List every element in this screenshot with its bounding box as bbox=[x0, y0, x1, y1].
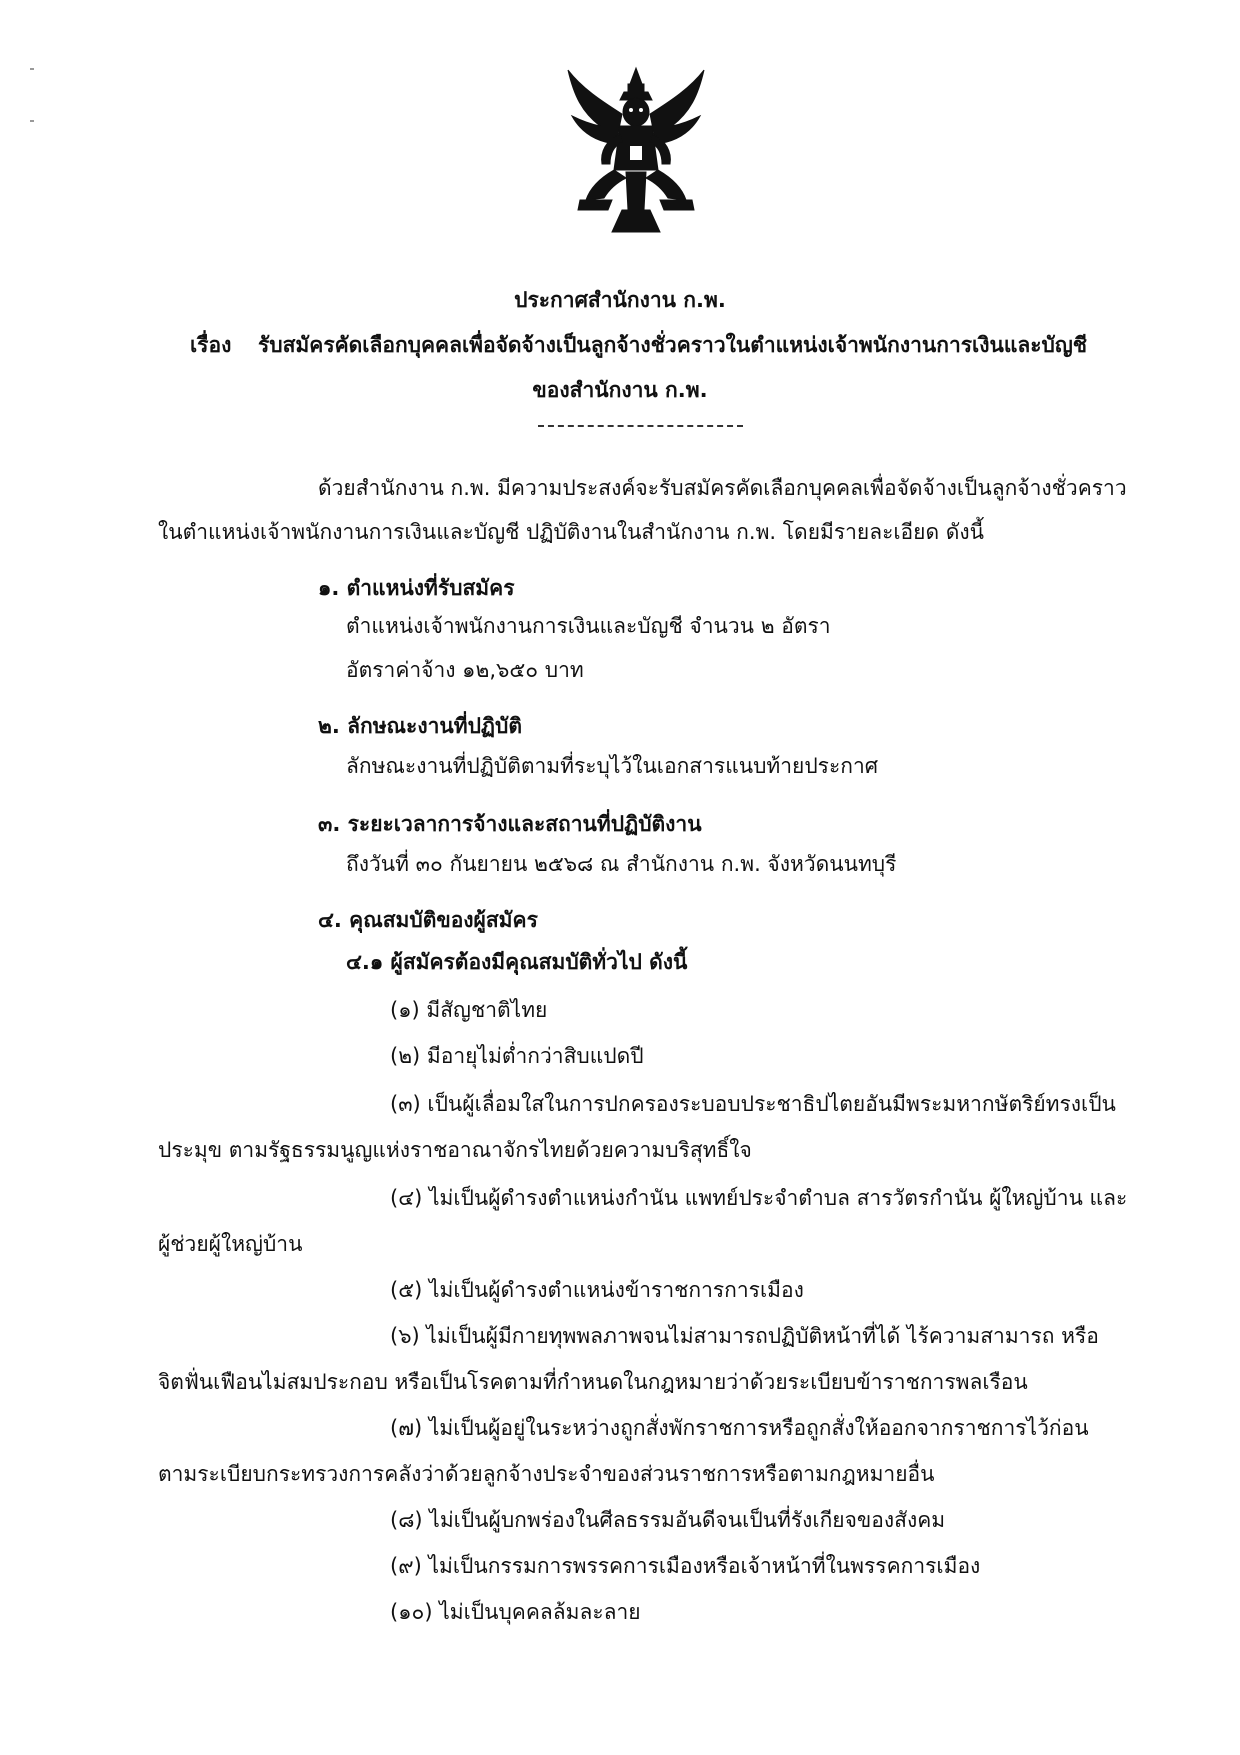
qualification-item: (๘) ไม่เป็นผู้บกพร่องในศีลธรรมอันดีจนเป็นที่รังเกียจของสังคม bbox=[390, 1508, 946, 1532]
subject-label: เรื่อง bbox=[190, 333, 232, 357]
qualification-item: (๓) เป็นผู้เลื่อมใสในการปกครองระบอบประชาธิปไตยอันมีพระมหากษัตริย์ทรงเป็น bbox=[390, 1092, 1116, 1116]
section-1-heading: ๑. ตำแหน่งที่รับสมัคร bbox=[318, 576, 515, 600]
qualification-item: (๑) มีสัญชาติไทย bbox=[390, 998, 548, 1022]
document-title: ประกาศสำนักงาน ก.พ. bbox=[514, 288, 726, 312]
qualification-item: (๔) ไม่เป็นผู้ดำรงตำแหน่งกำนัน แพทย์ประจำตำบล สารวัตรกำนัน ผู้ใหญ่บ้าน และ bbox=[390, 1186, 1128, 1210]
qualification-item-continued: ประมุข ตามรัฐธรรมนูญแห่งราชอาณาจักรไทยด้วยความบริสุทธิ์ใจ bbox=[158, 1138, 752, 1162]
section-4-1-heading: ๔.๑ ผู้สมัครต้องมีคุณสมบัติทั่วไป ดังนี้ bbox=[346, 950, 688, 974]
subject-text: รับสมัครคัดเลือกบุคคลเพื่อจัดจ้างเป็นลูกจ้างชั่วคราวในตำแหน่งเจ้าพนักงานการเงินและบัญชี bbox=[258, 333, 1087, 357]
qualification-item: (๙) ไม่เป็นกรรมการพรรคการเมืองหรือเจ้าหน้าที่ในพรรคการเมือง bbox=[390, 1554, 981, 1578]
section-1-position: ตำแหน่งเจ้าพนักงานการเงินและบัญชี จำนวน ๒ อัตรา bbox=[346, 614, 831, 638]
qualification-item: (๕) ไม่เป็นผู้ดำรงตำแหน่งข้าราชการการเมือง bbox=[390, 1278, 804, 1302]
qualification-item-continued: ผู้ช่วยผู้ใหญ่บ้าน bbox=[158, 1232, 303, 1256]
section-3-text: ถึงวันที่ ๓๐ กันยายน ๒๕๖๘ ณ สำนักงาน ก.พ. จังหวัดนนทบุรี bbox=[346, 852, 897, 876]
subject-line2: ของสำนักงาน ก.พ. bbox=[532, 378, 708, 402]
section-2-heading: ๒. ลักษณะงานที่ปฏิบัติ bbox=[318, 714, 522, 738]
qualification-item: (๗) ไม่เป็นผู้อยู่ในระหว่างถูกสั่งพักราชการหรือถูกสั่งให้ออกจากราชการไว้ก่อน bbox=[390, 1416, 1089, 1440]
section-3-heading: ๓. ระยะเวลาการจ้างและสถานที่ปฏิบัติงาน bbox=[318, 812, 702, 836]
qualification-item-continued: จิตฟั่นเฟือนไม่สมประกอบ หรือเป็นโรคตามที่กำหนดในกฎหมายว่าด้วยระเบียบข้าราชการพลเรือน bbox=[158, 1370, 1028, 1394]
intro-line1: ด้วยสำนักงาน ก.พ. มีความประสงค์จะรับสมัครคัดเลือกบุคคลเพื่อจัดจ้างเป็นลูกจ้างชั่วคราว bbox=[318, 476, 1127, 500]
qualification-item: (๒) มีอายุไม่ต่ำกว่าสิบแปดปี bbox=[390, 1044, 644, 1068]
section-1-salary: อัตราค่าจ้าง ๑๒,๖๕๐ บาท bbox=[346, 658, 584, 682]
qualification-item: (๖) ไม่เป็นผู้มีกายทุพพลภาพจนไม่สามารถปฏิบัติหน้าที่ได้ ไร้ความสามารถ หรือ bbox=[390, 1324, 1099, 1348]
title-divider bbox=[538, 425, 743, 427]
section-4-heading: ๔. คุณสมบัติของผู้สมัคร bbox=[318, 908, 538, 932]
qualification-item-continued: ตามระเบียบกระทรวงการคลังว่าด้วยลูกจ้างประจำของส่วนราชการหรือตามกฎหมายอื่น bbox=[158, 1462, 935, 1486]
scan-mark bbox=[30, 68, 34, 70]
section-2-text: ลักษณะงานที่ปฏิบัติตามที่ระบุไว้ในเอกสารแนบท้ายประกาศ bbox=[346, 754, 879, 778]
intro-line2: ในตำแหน่งเจ้าพนักงานการเงินและบัญชี ปฏิบัติงานในสำนักงาน ก.พ. โดยมีรายละเอียด ดังนี้ bbox=[158, 520, 985, 544]
qualification-item: (๑๐) ไม่เป็นบุคคลล้มละลาย bbox=[390, 1600, 641, 1624]
scan-mark bbox=[30, 120, 34, 122]
garuda-emblem-icon bbox=[560, 60, 712, 235]
